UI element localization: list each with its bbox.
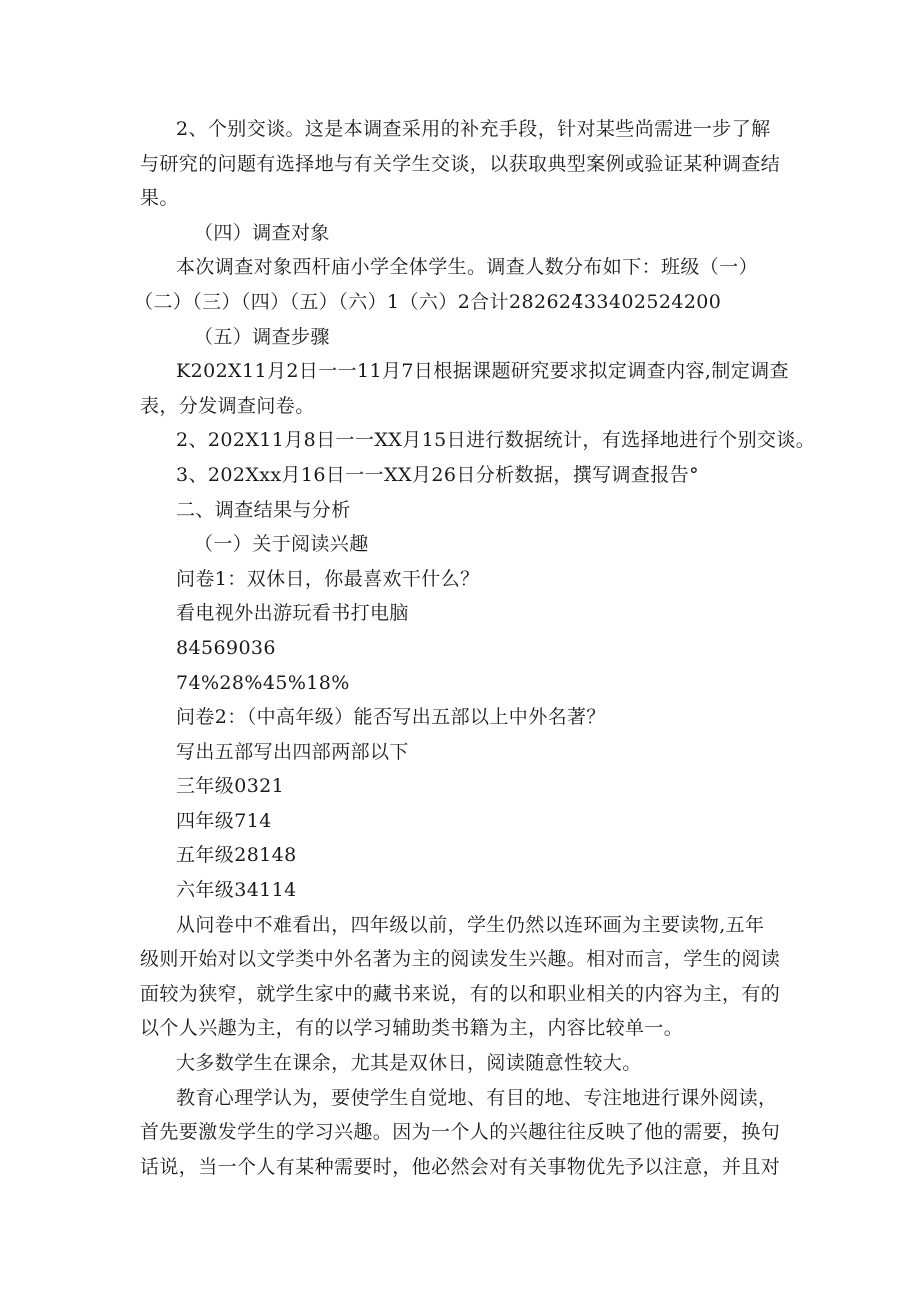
questionnaire-2-title: 问卷2：（中高年级）能否写出五部以上中外名著？ — [176, 706, 606, 729]
paragraph-survey-subjects — [134, 250, 795, 319]
document-body — [134, 112, 816, 1184]
questionnaire-2-grade-6: 六年级34114 — [176, 879, 297, 902]
text-line: （二）（三）（四）（五）（六）1（六）2合计282624̈33402524200 — [134, 290, 722, 313]
text-line: 以个人兴趣为主，有的以学习辅助类书籍为主，内容比较单一。 — [140, 1017, 684, 1040]
text-line: K202X11月2日一一11月7日根据课题研究要求拟定调查内容,制定调查 — [176, 360, 789, 383]
questionnaire-1-title: 问卷1：双休日，你最喜欢干什么？ — [176, 567, 480, 590]
questionnaire-1-percentages: 74%28%45%18% — [176, 671, 350, 694]
heading-survey-steps: （五）调查步骤 — [194, 325, 330, 348]
questionnaire-2-options: 写出五部写出四部两部以下 — [176, 740, 409, 763]
paragraph-step-2: 2、202X11月8日一一XX月15日进行数据统计，有选择地进行个别交谈。 — [176, 429, 816, 452]
text-line: 本次调查对象西杆庙小学全体学生。调查人数分布如下：班级（一） — [176, 256, 759, 279]
heading-reading-interest: （一）关于阅读兴趣 — [194, 533, 369, 556]
questionnaire-1-options: 看电视外出游玩看书打电脑 — [176, 602, 409, 625]
paragraph-step-1 — [140, 354, 795, 423]
paragraph-leisure-reading: 大多数学生在课余，尤其是双休日，阅读随意性较大。 — [176, 1052, 642, 1075]
text-line: 果。 — [140, 187, 179, 210]
text-line: 面较为狭窄，就学生家中的藏书来说，有的以和职业相关的内容为主，有的 — [140, 982, 781, 1005]
paragraph-educational-psychology — [140, 1081, 795, 1185]
questionnaire-2-grade-4: 四年级714 — [176, 809, 272, 832]
questionnaire-1-counts: 84569036 — [176, 636, 276, 659]
text-line: 表，分发调查问卷。 — [140, 394, 315, 417]
paragraph-step-3: 3、202Xxx月16日一一XX月26日分析数据，撰写调查报告° — [176, 463, 700, 486]
heading-results-analysis: 二、调查结果与分析 — [176, 498, 351, 521]
paragraph-analysis — [140, 908, 795, 1046]
text-line: 首先要激发学生的学习兴趣。因为一个人的兴趣往往反映了他的需要，换句 — [140, 1121, 781, 1144]
heading-survey-subjects: （四）调查对象 — [194, 221, 330, 244]
questionnaire-2-grade-3: 三年级0321 — [176, 775, 285, 798]
text-line: 教育心理学认为，要使学生自觉地、有目的地、专注地进行课外阅读， — [176, 1086, 778, 1109]
text-line: 级则开始对以文学类中外名著为主的阅读发生兴趣。相对而言，学生的阅读 — [140, 948, 781, 971]
text-line: 与研究的问题有选择地与有关学生交谈，以获取典型案例或验证某种调查结 — [140, 152, 781, 175]
text-line: 2、个别交谈。这是本调查采用的补充手段，针对某些尚需进一步了解 — [176, 118, 771, 140]
questionnaire-2-grade-5: 五年级28148 — [176, 844, 297, 867]
paragraph-individual-interview — [140, 112, 795, 216]
text-line: 话说，当一个人有某种需要时，他必然会对有关事物优先予以注意，并且对 — [140, 1155, 781, 1178]
text-line: 从问卷中不难看出，四年级以前，学生仍然以连环画为主要读物,五年 — [176, 913, 765, 936]
